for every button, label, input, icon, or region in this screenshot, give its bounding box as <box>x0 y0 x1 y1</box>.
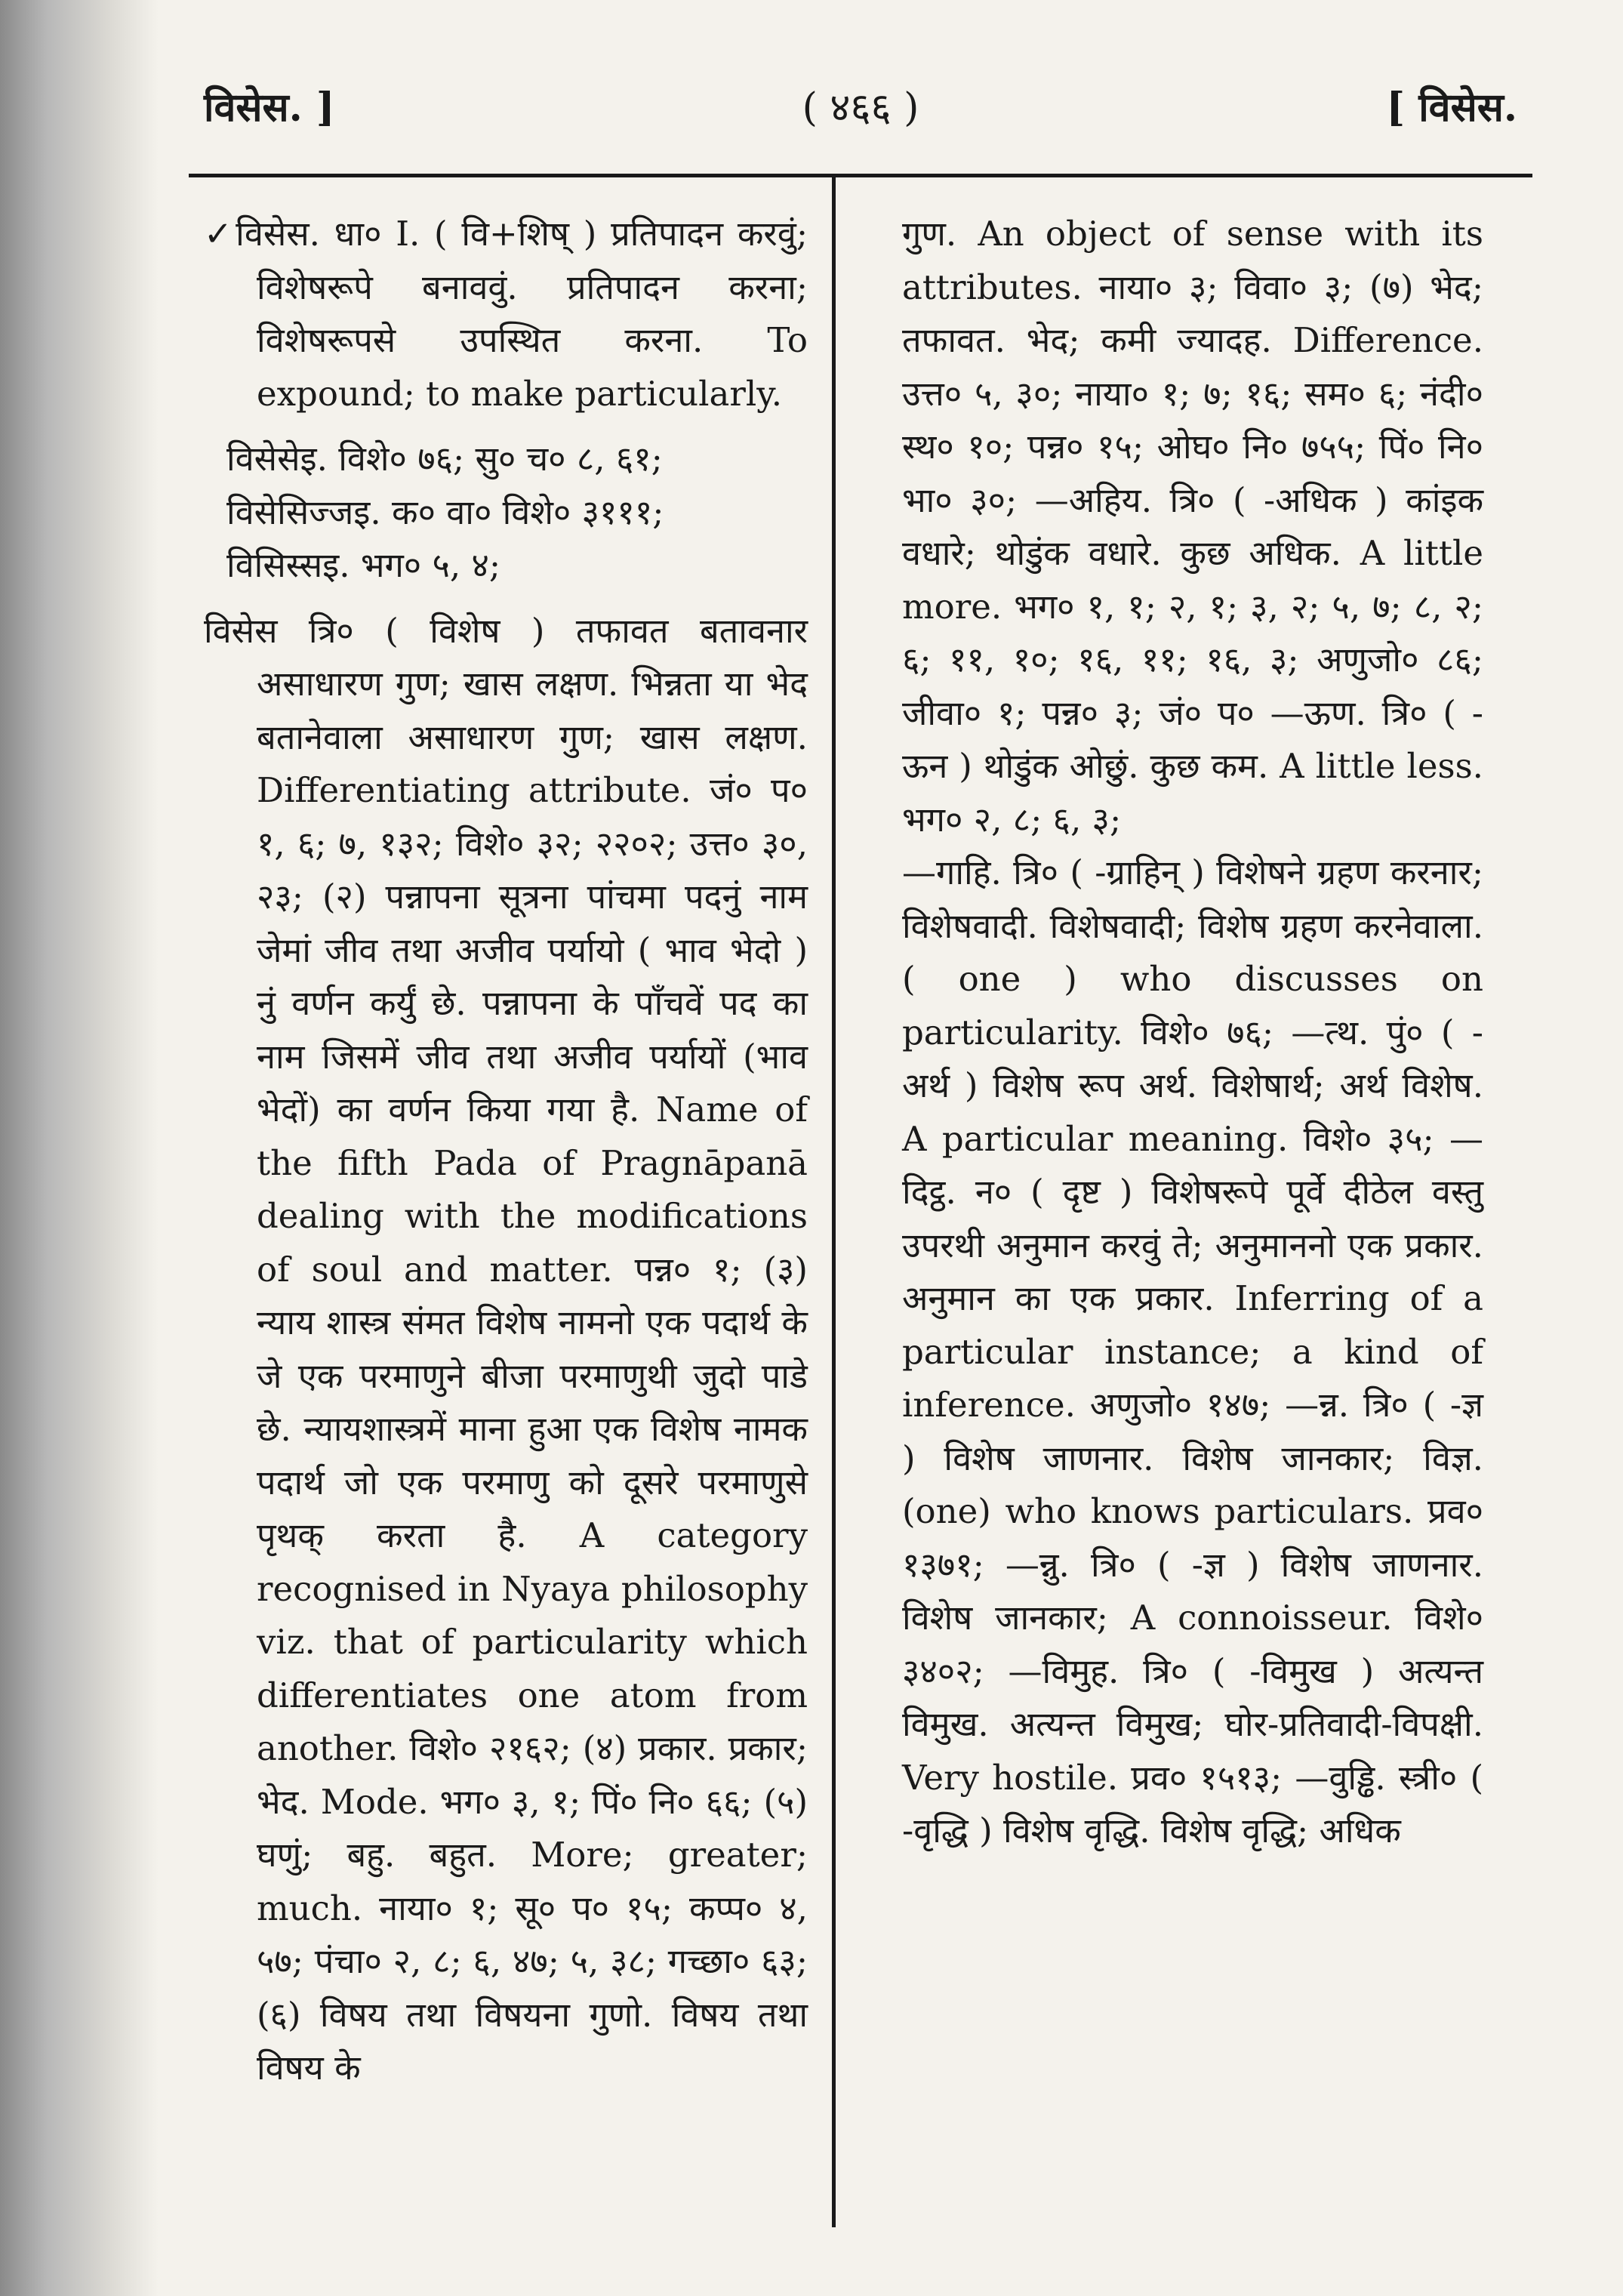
dictionary-entry-continuation: गुण. An object of sense with its attributes. नाया० ३; विवा० ३; (७) भेद; तफावत. भेद; कमी ज्यादह. Difference. उत्त० ५, ३०; नाया० १; ७; १६; सम० ६; नंदी० स्थ० १०; पन्न० १५; ओघ० नि० ७५५; पिं० नि० भा० ३०; —अहिय. त्रि० ( -अधिक ) कांइक वधारे; थोडुंक वधारे. कुछ अधिक. A little more. भग० १, १; २, १; ३, २; ५, ७; ८, २; ६; ११, १०; १६, ११; १६, ३; अणुजो० ८६; जीवा० १; पन्न० ३; जं० प० —ऊण. त्रि० ( -ऊन ) थोडुंक ओछुं. कुछ कम. A little less. भग० २, ८; ६, ३; <box>902 214 1483 840</box>
right-column <box>902 208 1483 1870</box>
binding-shadow <box>0 0 159 2296</box>
column-divider <box>832 174 836 2227</box>
page-number: ( ४६६ ) <box>802 85 919 131</box>
header-right-guideword: [ विसेस. <box>1386 85 1517 131</box>
dictionary-subentry: विसेसेइ. विशे० ७६; सु० च० ८, ६१; <box>226 439 663 479</box>
dictionary-entry: ✓विसेस. धा० I. ( वि+शिष् ) प्रतिपादन करवुं; विशेषरूपे बनाववुं. प्रतिपादन करना; विशेषरूपसे उपस्थित करना. To expound; to make particularly. <box>204 214 808 414</box>
dictionary-entry-continuation: —गाहि. त्रि० ( -ग्राहिन् ) विशेषने ग्रहण करनार; विशेषवादी. विशेषवादी; विशेष ग्रहण करनेवाला. ( one ) who discusses on particularity. विशे० ७६; —त्थ. पुं० ( -अर्थ ) विशेष रूप अर्थ. विशेषार्थ; अर्थ विशेष. A particular meaning. विशे० ३५; —दिट्ठ. न० ( दृष्ट ) विशेषरूपे पूर्वे दीठेल वस्तु उपरथी अनुमान करवुं ते; अनुमाननो एक प्रकार. अनुमान का एक प्रकार. Inferring of a particular instance; a kind of inference. अणुजो० १४७; —न्न. त्रि० ( -ज्ञ ) विशेष जाणनार. विशेष जानकार; विज्ञ. (one) who knows particulars. प्रव० १३७१; —न्नु. त्रि० ( -ज्ञ ) विशेष जाणनार. विशेष जानकार; A connoisseur. विशे० ३४०२; —विमुह. त्रि० ( -विमुख ) अत्यन्त विमुख. अत्यन्त विमुख; घोर-प्रतिवादी-विपक्षी. Very hostile. प्रव० १५१३; —वुड्ढि. स्त्री० ( -वृद्धि ) विशेष वृद्धि. विशेष वृद्धि; अधिक <box>902 852 1483 1851</box>
header-rule <box>189 174 1532 177</box>
header-left-guideword: विसेस. ] <box>204 85 335 131</box>
running-head <box>204 72 1517 140</box>
dictionary-subentry: विसिस्सइ. भग० ५, ४; <box>226 545 501 585</box>
dictionary-subentry: विसेसिज्जइ. क० वा० विशे० ३१११; <box>226 492 664 532</box>
left-column <box>204 208 808 2107</box>
dictionary-entry: विसेस त्रि० ( विशेष ) तफावत बतावनार असाधारण गुण; खास लक्षण. भिन्नता या भेद बतानेवाला असाधारण गुण; खास लक्षण. Differentiating attribute. जं० प० १, ६; ७, १३२; विशे० ३२; २२०२; उत्त० ३०, २३; (२) पन्नापना सूत्रना पांचमा पदनुं नाम जेमां जीव तथा अजीव पर्यायो ( भाव भेदो ) नुं वर्णन कर्युं छे. पन्नापना के पाँचवें पद का नाम जिसमें जीव तथा अजीव पर्यायों (भाव भेदों) का वर्णन किया गया है. Name of the fifth Pada of Pragnāpanā dealing with the modifications of soul and matter. पन्न० १; (३) न्याय शास्त्र संमत विशेष नामनो एक पदार्थ के जे एक परमाणुने बीजा परमाणुथी जुदो पाडे छे. न्यायशास्त्रमें माना हुआ एक विशेष नामक पदार्थ जो एक परमाणु को दूसरे परमाणुसे पृथक् करता है. A category recognised in Nyaya philosophy viz. that of particularity which differentiates one atom from another. विशे० २१६२; (४) प्रकार. प्रकार; भेद. Mode. भग० ३, १; पिं० नि० ६६; (५) घणुं; बहु. बहुत. More; greater; much. नाया० १; सू० प० १५; कप्प० ४, ५७; पंचा० २, ८; ६, ४७; ५, ३८; गच्छा० ६३; (६) विषय तथा विषयना गुणो. विषय तथा विषय के <box>204 610 808 2088</box>
